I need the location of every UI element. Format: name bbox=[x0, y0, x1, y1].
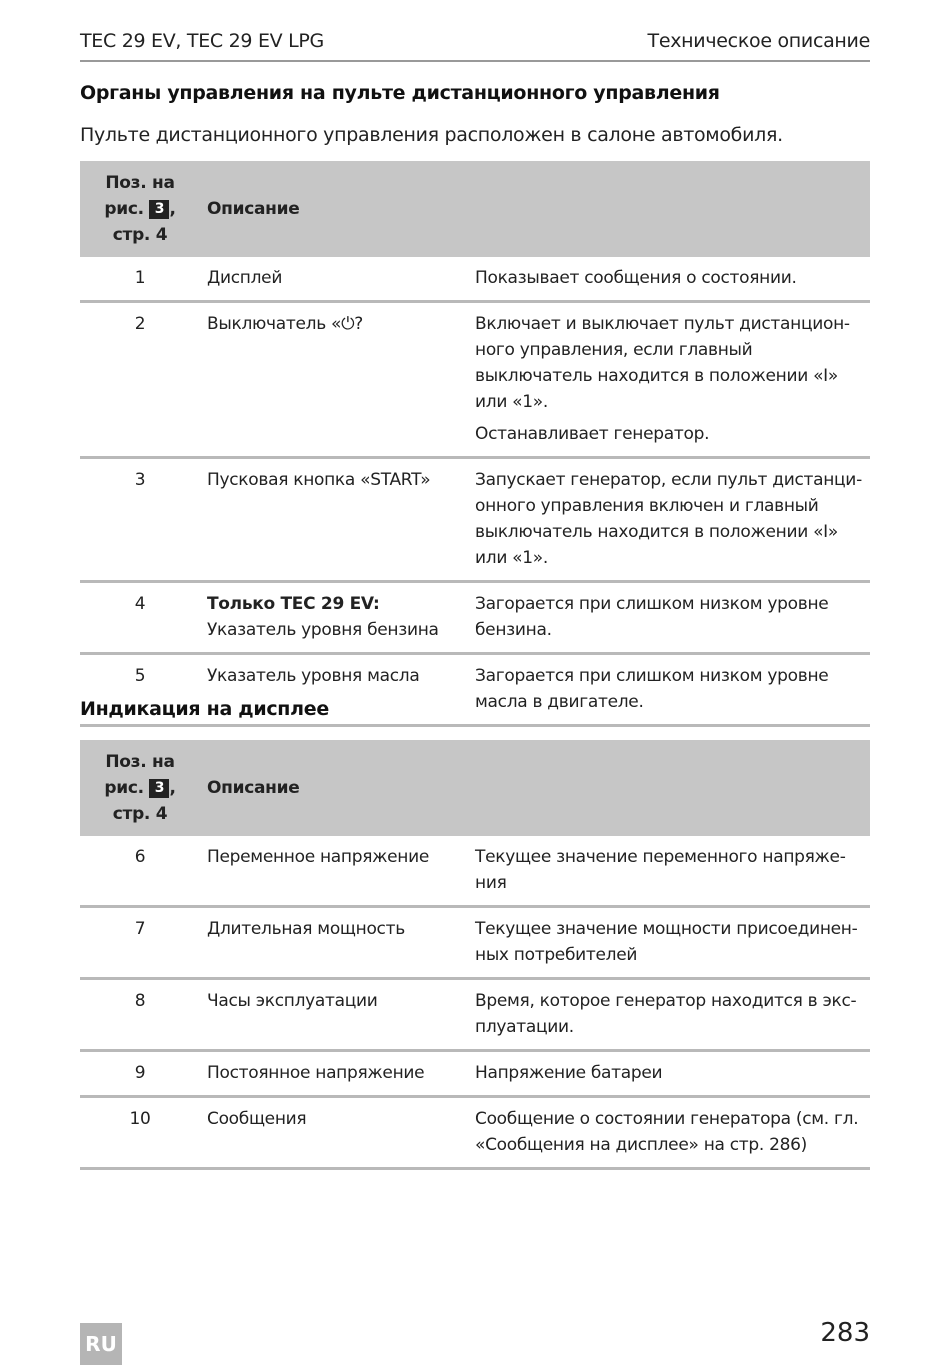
table-row bbox=[80, 458, 870, 582]
row-desc: Напряжение батареи bbox=[475, 1063, 663, 1083]
row-name: Переменное напряжение bbox=[207, 847, 430, 867]
intro-text: Пульте дистанционного управления расположен в салоне автомобиля. bbox=[80, 124, 783, 146]
col-pos-comma: , bbox=[169, 778, 176, 798]
header-section: Техническое описание bbox=[647, 30, 870, 52]
row-desc: Запускает генератор, если пульт дистанционного управления включен и главный выключатель находится в положении «I» или «1». bbox=[475, 470, 863, 568]
col-header-pos bbox=[80, 161, 200, 257]
row-pos: 2 bbox=[134, 314, 146, 334]
col-pos-line3: стр. 4 bbox=[112, 225, 168, 245]
figure-number-badge: 3 bbox=[149, 779, 169, 798]
table-row bbox=[80, 257, 870, 302]
row-pos: 10 bbox=[129, 1109, 151, 1129]
col-header-desc: Описание bbox=[200, 740, 870, 836]
row-name-note: Только TEC 29 EV: bbox=[207, 594, 380, 614]
col-pos-comma: , bbox=[169, 199, 176, 219]
col-pos-line2: рис. bbox=[104, 778, 144, 798]
row-name: Часы эксплуатации bbox=[207, 991, 378, 1011]
row-desc: Показывает сообщения о состоянии. bbox=[475, 268, 797, 288]
row-desc: Загорается при слишком низком уровне бензина. bbox=[475, 594, 829, 640]
row-desc: Текущее значение переменного напряжения bbox=[475, 847, 846, 893]
header-model: TEC 29 EV, TEC 29 EV LPG bbox=[80, 30, 324, 52]
row-pos: 8 bbox=[134, 991, 146, 1011]
col-header-desc: Описание bbox=[200, 161, 870, 257]
col-pos-line1: Поз. на bbox=[105, 752, 175, 772]
row-desc: Загорается при слишком низком уровне масла в двигателе. bbox=[475, 666, 829, 712]
row-name: Длительная мощность bbox=[207, 919, 405, 939]
row-pos: 7 bbox=[134, 919, 146, 939]
section-title-controls: Органы управления на пульте дистанционного управления bbox=[80, 82, 720, 104]
table-row bbox=[80, 907, 870, 979]
page-number: 283 bbox=[820, 1318, 870, 1348]
language-badge: RU bbox=[80, 1323, 122, 1365]
row-pos: 4 bbox=[134, 594, 146, 614]
row-pos: 6 bbox=[134, 847, 146, 867]
row-pos: 1 bbox=[134, 268, 146, 288]
table-row bbox=[80, 302, 870, 458]
row-name bbox=[200, 582, 469, 654]
row-name: Указатель уровня масла bbox=[207, 666, 420, 686]
col-pos-line1: Поз. на bbox=[105, 173, 175, 193]
row-desc-p2: Останавливает генератор. bbox=[475, 424, 710, 444]
row-name-text: Указатель уровня бензина bbox=[207, 620, 439, 640]
row-pos: 9 bbox=[134, 1063, 146, 1083]
row-desc bbox=[469, 302, 870, 458]
row-name: Дисплей bbox=[207, 268, 283, 288]
row-name: Пусковая кнопка «START» bbox=[207, 470, 431, 490]
section-title-display: Индикация на дисплее bbox=[80, 698, 329, 720]
row-name: Постоянное напряжение bbox=[207, 1063, 425, 1083]
page-header bbox=[80, 30, 870, 62]
col-pos-line2: рис. bbox=[104, 199, 144, 219]
col-pos-line3: стр. 4 bbox=[112, 804, 168, 824]
row-name: Выключатель «⏻? bbox=[207, 314, 364, 334]
row-pos: 3 bbox=[134, 470, 146, 490]
row-desc: Текущее значение мощности присоединенных потребителей bbox=[475, 919, 858, 965]
table-row bbox=[80, 1051, 870, 1097]
row-desc: Время, которое генератор находится в эксплуатации. bbox=[475, 991, 857, 1037]
row-desc: Сообщение о состоянии генератора (см. гл. «Сообщения на дисплее» на стр. 286) bbox=[475, 1109, 859, 1155]
row-pos: 5 bbox=[134, 666, 146, 686]
row-desc-p1: Включает и выключает пульт дистанционного управления, если главный выключатель находится в положении «I» или «1». bbox=[475, 314, 851, 412]
table-row bbox=[80, 979, 870, 1051]
row-name: Сообщения bbox=[207, 1109, 307, 1129]
table-row bbox=[80, 582, 870, 654]
table-row bbox=[80, 1097, 870, 1169]
controls-table bbox=[80, 161, 870, 727]
figure-number-badge: 3 bbox=[149, 200, 169, 219]
table-row bbox=[80, 836, 870, 907]
col-header-pos bbox=[80, 740, 200, 836]
display-table bbox=[80, 740, 870, 1170]
